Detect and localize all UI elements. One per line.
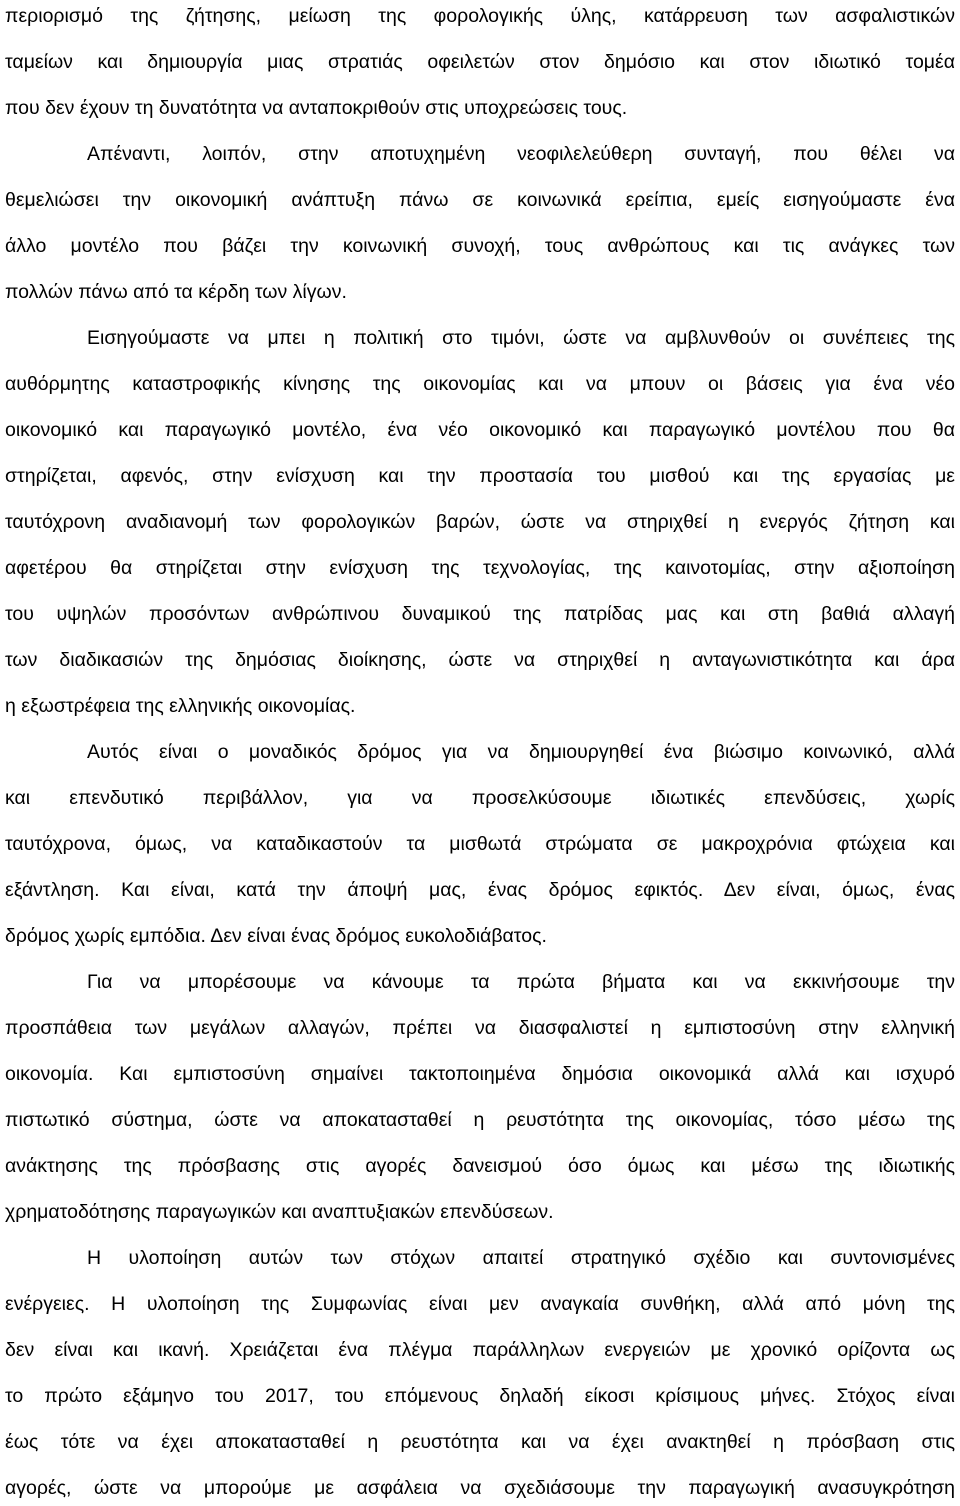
text-line: Για να μπορέσουμε να κάνουμε τα πρώτα βήματα και να εκκινήσουμε την: [87, 971, 955, 993]
text-line: αυθόρμητης καταστροφικής κίνησης της οικονομίας και να μπουν οι βάσεις για ένα νέο: [5, 373, 955, 395]
text-line: στηρίζεται, αφενός, στην ενίσχυση και την προστασία του μισθού και της εργασίας με: [5, 465, 955, 487]
text-line: Η υλοποίηση αυτών των στόχων απαιτεί στρατηγικό σχέδιο και συντονισμένες: [87, 1247, 955, 1269]
text-line: εξάντληση. Και είναι, κατά την άποψή μας, ένας δρόμος εφικτός. Δεν είναι, όμως, ένας: [5, 879, 955, 901]
text-line: δεν είναι και ικανή. Χρειάζεται ένα πλέγμα παράλληλων ενεργειών με χρονικό ορίζοντα ως: [5, 1339, 955, 1361]
text-line: των διαδικασιών της δημόσιας διοίκησης, ώστε να στηριχθεί η ανταγωνιστικότητα και άρα: [5, 649, 955, 671]
text-line: Εισηγούμαστε να μπει η πολιτική στο τιμόνι, ώστε να αμβλυνθούν οι συνέπειες της: [87, 327, 955, 349]
text-line: οικονομικό και παραγωγικό μοντέλο, ένα νέο οικονομικό και παραγωγικό μοντέλου που θα: [5, 419, 955, 441]
text-line: έως τότε να έχει αποκατασταθεί η ρευστότητα και να έχει ανακτηθεί η πρόσβαση στις: [5, 1431, 955, 1453]
text-line: ενέργειες. Η υλοποίηση της Συμφωνίας είναι μεν αναγκαία συνθήκη, αλλά από μόνη της: [5, 1293, 955, 1315]
text-line: θεμελιώσει την οικονομική ανάπτυξη πάνω σε κοινωνικά ερείπια, εμείς εισηγούμαστε ένα: [5, 189, 955, 211]
text-line: ταμείων και δημιουργία μιας στρατιάς οφειλετών στον δημόσιο και στον ιδιωτικό τομέα: [5, 51, 955, 73]
text-line: ταυτόχρονη αναδιανομή των φορολογικών βαρών, ώστε να στηριχθεί η ενεργός ζήτηση και: [5, 511, 955, 533]
text-line: χρηματοδότησης παραγωγικών και αναπτυξιακών επενδύσεων.: [5, 1201, 554, 1223]
text-line: αγορές, ώστε να μπορούμε με ασφάλεια να σχεδιάσουμε την παραγωγική ανασυγκρότηση: [5, 1477, 955, 1499]
text-line: που δεν έχουν τη δυνατότητα να ανταποκριθούν στις υποχρεώσεις τους.: [5, 97, 628, 119]
text-line: η εξωστρέφεια της ελληνικής οικονομίας.: [5, 695, 356, 717]
text-line: δρόμος χωρίς εμπόδια. Δεν είναι ένας δρόμος ευκολοδιάβατος.: [5, 925, 547, 947]
text-line: Αυτός είναι ο μοναδικός δρόμος για να δημιουργηθεί ένα βιώσιμο κοινωνικό, αλλά: [87, 741, 955, 763]
text-line: του υψηλών προσόντων ανθρώπινου δυναμικού της πατρίδας μας και στη βαθιά αλλαγή: [5, 603, 955, 625]
text-line: ανάκτησης της πρόσβασης στις αγορές δανεισμού όσο όμως και μέσω της ιδιωτικής: [5, 1155, 955, 1177]
text-line: ταυτόχρονα, όμως, να καταδικαστούν τα μισθωτά στρώματα σε μακροχρόνια φτώχεια και: [5, 833, 955, 855]
text-line: περιορισμό της ζήτησης, μείωση της φορολογικής ύλης, κατάρρευση των ασφαλιστικών: [5, 5, 955, 27]
text-line: αφετέρου θα στηρίζεται στην ενίσχυση της τεχνολογίας, της καινοτομίας, στην αξιοποίηση: [5, 557, 955, 579]
text-line: προσπάθεια των μεγάλων αλλαγών, πρέπει να διασφαλιστεί η εμπιστοσύνη στην ελληνική: [5, 1017, 955, 1039]
text-line: πολλών πάνω από τα κέρδη των λίγων.: [5, 281, 347, 303]
text-line: το πρώτο εξάμηνο του 2017, του επόμενους δηλαδή είκοσι κρίσιμους μήνες. Στόχος είναι: [5, 1385, 955, 1407]
text-line: πιστωτικό σύστημα, ώστε να αποκατασταθεί η ρευστότητα της οικονομίας, τόσο μέσω της: [5, 1109, 955, 1131]
text-line: οικονομία. Και εμπιστοσύνη σημαίνει τακτοποιημένα δημόσια οικονομικά αλλά και ισχυρό: [5, 1063, 955, 1085]
text-line: άλλο μοντέλο που βάζει την κοινωνική συνοχή, τους ανθρώπους και τις ανάγκες των: [5, 235, 955, 257]
text-line: Απέναντι, λοιπόν, στην αποτυχημένη νεοφιλελεύθερη συνταγή, που θέλει να: [87, 143, 955, 165]
text-line: και επενδυτικό περιβάλλον, για να προσελκύσουμε ιδιωτικές επενδύσεις, χωρίς: [5, 787, 955, 809]
